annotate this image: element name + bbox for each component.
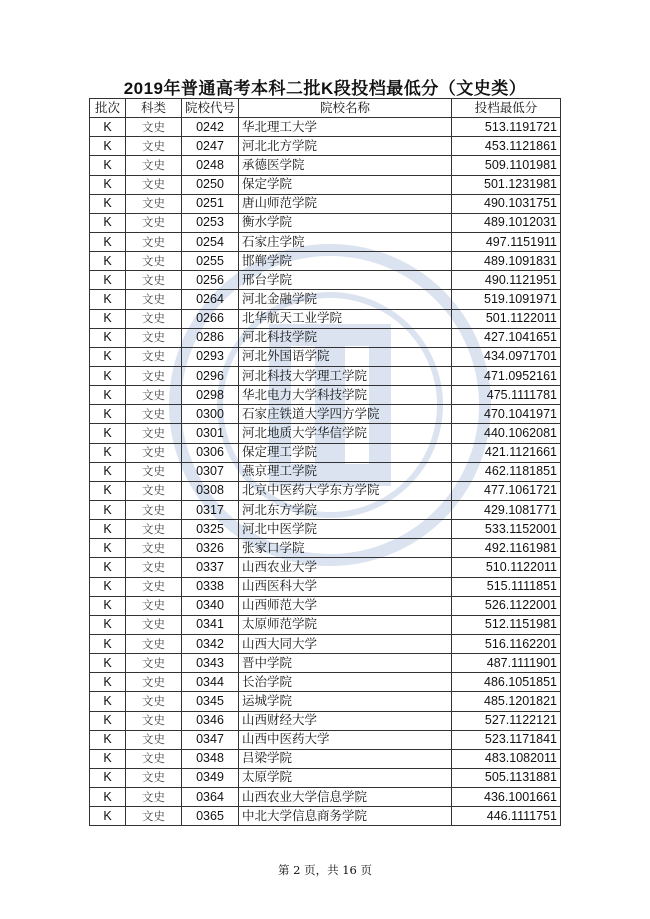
cell-batch: K — [90, 386, 126, 405]
cell-category: 文史 — [126, 156, 182, 175]
cell-school-name: 山西财经大学 — [239, 711, 452, 730]
cell-category: 文史 — [126, 386, 182, 405]
cell-school-code: 0301 — [182, 424, 239, 443]
cell-category: 文史 — [126, 730, 182, 749]
cell-min-score: 515.1111851 — [452, 577, 561, 596]
table-row — [90, 366, 561, 385]
cell-batch: K — [90, 692, 126, 711]
table-row — [90, 768, 561, 787]
cell-category: 文史 — [126, 577, 182, 596]
cell-school-code: 0308 — [182, 481, 239, 500]
cell-min-score: 487.1111901 — [452, 654, 561, 673]
cell-batch: K — [90, 481, 126, 500]
table-row — [90, 118, 561, 137]
cell-category: 文史 — [126, 481, 182, 500]
cell-category: 文史 — [126, 673, 182, 692]
cell-batch: K — [90, 520, 126, 539]
cell-batch: K — [90, 424, 126, 443]
cell-category: 文史 — [126, 558, 182, 577]
table-row — [90, 596, 561, 615]
cell-batch: K — [90, 500, 126, 519]
table-row — [90, 807, 561, 826]
cell-school-name: 张家口学院 — [239, 539, 452, 558]
cell-min-score: 523.1171841 — [452, 730, 561, 749]
cell-batch: K — [90, 156, 126, 175]
cell-school-code: 0242 — [182, 118, 239, 137]
cell-min-score: 490.1121951 — [452, 271, 561, 290]
header-school-code: 院校代号 — [182, 99, 239, 118]
cell-school-name: 燕京理工学院 — [239, 462, 452, 481]
cell-school-name: 承德医学院 — [239, 156, 452, 175]
table-row — [90, 615, 561, 634]
admission-score-table — [89, 98, 561, 826]
cell-min-score: 477.1061721 — [452, 481, 561, 500]
table-row — [90, 749, 561, 768]
cell-batch: K — [90, 596, 126, 615]
cell-school-code: 0325 — [182, 520, 239, 539]
cell-school-code: 0341 — [182, 615, 239, 634]
table-row — [90, 558, 561, 577]
cell-school-name: 邢台学院 — [239, 271, 452, 290]
cell-min-score: 516.1162201 — [452, 634, 561, 653]
cell-min-score: 512.1151981 — [452, 615, 561, 634]
cell-school-name: 河北中医学院 — [239, 520, 452, 539]
cell-school-name: 唐山师范学院 — [239, 194, 452, 213]
cell-min-score: 510.1122011 — [452, 558, 561, 577]
cell-category: 文史 — [126, 271, 182, 290]
table-row — [90, 271, 561, 290]
cell-category: 文史 — [126, 137, 182, 156]
cell-batch: K — [90, 309, 126, 328]
cell-category: 文史 — [126, 539, 182, 558]
cell-batch: K — [90, 194, 126, 213]
cell-school-name: 山西农业大学 — [239, 558, 452, 577]
table-row — [90, 137, 561, 156]
cell-school-name: 运城学院 — [239, 692, 452, 711]
header-min-score: 投档最低分 — [452, 99, 561, 118]
cell-category: 文史 — [126, 194, 182, 213]
table-row — [90, 405, 561, 424]
cell-school-name: 石家庄学院 — [239, 232, 452, 251]
cell-min-score: 470.1041971 — [452, 405, 561, 424]
cell-category: 文史 — [126, 232, 182, 251]
table-row — [90, 290, 561, 309]
cell-school-name: 山西医科大学 — [239, 577, 452, 596]
cell-min-score: 421.1121661 — [452, 443, 561, 462]
table-row — [90, 156, 561, 175]
cell-batch: K — [90, 405, 126, 424]
cell-school-code: 0248 — [182, 156, 239, 175]
table-row — [90, 692, 561, 711]
cell-min-score: 501.1231981 — [452, 175, 561, 194]
table-row — [90, 462, 561, 481]
cell-batch: K — [90, 328, 126, 347]
cell-batch: K — [90, 175, 126, 194]
cell-min-score: 429.1081771 — [452, 500, 561, 519]
table-row — [90, 634, 561, 653]
cell-school-name: 河北北方学院 — [239, 137, 452, 156]
table-row — [90, 386, 561, 405]
cell-school-name: 保定理工学院 — [239, 443, 452, 462]
cell-school-code: 0255 — [182, 252, 239, 271]
page-number: 第 2 页，共 16 页 — [277, 863, 373, 877]
cell-school-name: 中北大学信息商务学院 — [239, 807, 452, 826]
cell-batch: K — [90, 558, 126, 577]
table-row — [90, 328, 561, 347]
cell-school-name: 华北电力大学科技学院 — [239, 386, 452, 405]
table-row — [90, 175, 561, 194]
table-row — [90, 520, 561, 539]
cell-batch: K — [90, 347, 126, 366]
cell-batch: K — [90, 366, 126, 385]
cell-school-code: 0264 — [182, 290, 239, 309]
table-row — [90, 711, 561, 730]
cell-school-name: 华北理工大学 — [239, 118, 452, 137]
cell-batch: K — [90, 711, 126, 730]
cell-category: 文史 — [126, 118, 182, 137]
cell-category: 文史 — [126, 443, 182, 462]
cell-category: 文史 — [126, 654, 182, 673]
cell-school-name: 保定学院 — [239, 175, 452, 194]
cell-min-score: 533.1152001 — [452, 520, 561, 539]
cell-min-score: 519.1091971 — [452, 290, 561, 309]
cell-school-code: 0254 — [182, 232, 239, 251]
cell-min-score: 489.1012031 — [452, 213, 561, 232]
cell-min-score: 483.1082011 — [452, 749, 561, 768]
cell-category: 文史 — [126, 768, 182, 787]
cell-school-code: 0349 — [182, 768, 239, 787]
cell-batch: K — [90, 634, 126, 653]
cell-category: 文史 — [126, 366, 182, 385]
cell-school-name: 北京中医药大学东方学院 — [239, 481, 452, 500]
cell-school-code: 0300 — [182, 405, 239, 424]
cell-min-score: 492.1161981 — [452, 539, 561, 558]
cell-min-score: 527.1122121 — [452, 711, 561, 730]
cell-school-name: 吕梁学院 — [239, 749, 452, 768]
cell-category: 文史 — [126, 711, 182, 730]
table-row — [90, 194, 561, 213]
cell-school-code: 0365 — [182, 807, 239, 826]
cell-category: 文史 — [126, 405, 182, 424]
cell-school-name: 邯郸学院 — [239, 252, 452, 271]
cell-batch: K — [90, 443, 126, 462]
cell-school-name: 山西农业大学信息学院 — [239, 788, 452, 807]
cell-school-name: 衡水学院 — [239, 213, 452, 232]
page-title: 2019年普通高考本科二批K段投档最低分（文史类） — [123, 79, 527, 98]
cell-batch: K — [90, 749, 126, 768]
cell-batch: K — [90, 788, 126, 807]
cell-min-score: 490.1031751 — [452, 194, 561, 213]
table-row — [90, 730, 561, 749]
cell-category: 文史 — [126, 615, 182, 634]
cell-school-code: 0247 — [182, 137, 239, 156]
cell-min-score: 436.1001661 — [452, 788, 561, 807]
cell-school-name: 太原学院 — [239, 768, 452, 787]
cell-school-name: 山西中医药大学 — [239, 730, 452, 749]
cell-school-code: 0342 — [182, 634, 239, 653]
cell-batch: K — [90, 673, 126, 692]
cell-category: 文史 — [126, 462, 182, 481]
cell-school-name: 河北东方学院 — [239, 500, 452, 519]
cell-school-name: 北华航天工业学院 — [239, 309, 452, 328]
cell-school-code: 0296 — [182, 366, 239, 385]
cell-min-score: 440.1062081 — [452, 424, 561, 443]
cell-category: 文史 — [126, 328, 182, 347]
cell-batch: K — [90, 615, 126, 634]
cell-category: 文史 — [126, 634, 182, 653]
cell-batch: K — [90, 462, 126, 481]
cell-min-score: 485.1201821 — [452, 692, 561, 711]
table-row — [90, 424, 561, 443]
cell-school-name: 山西大同大学 — [239, 634, 452, 653]
cell-school-name: 长治学院 — [239, 673, 452, 692]
table-row — [90, 232, 561, 251]
cell-school-code: 0293 — [182, 347, 239, 366]
cell-school-code: 0253 — [182, 213, 239, 232]
cell-category: 文史 — [126, 175, 182, 194]
cell-school-code: 0347 — [182, 730, 239, 749]
cell-min-score: 453.1121861 — [452, 137, 561, 156]
cell-category: 文史 — [126, 500, 182, 519]
cell-min-score: 505.1131881 — [452, 768, 561, 787]
cell-category: 文史 — [126, 290, 182, 309]
cell-category: 文史 — [126, 692, 182, 711]
cell-category: 文史 — [126, 596, 182, 615]
table-header-row — [90, 99, 561, 118]
cell-school-name: 河北金融学院 — [239, 290, 452, 309]
cell-school-code: 0307 — [182, 462, 239, 481]
table-row — [90, 539, 561, 558]
cell-batch: K — [90, 232, 126, 251]
cell-min-score: 489.1091831 — [452, 252, 561, 271]
cell-school-code: 0340 — [182, 596, 239, 615]
cell-school-code: 0348 — [182, 749, 239, 768]
cell-school-code: 0251 — [182, 194, 239, 213]
cell-category: 文史 — [126, 213, 182, 232]
cell-min-score: 486.1051851 — [452, 673, 561, 692]
cell-batch: K — [90, 730, 126, 749]
table-row — [90, 500, 561, 519]
cell-batch: K — [90, 654, 126, 673]
cell-min-score: 446.1111751 — [452, 807, 561, 826]
cell-category: 文史 — [126, 788, 182, 807]
cell-school-code: 0306 — [182, 443, 239, 462]
cell-school-code: 0250 — [182, 175, 239, 194]
header-school-name: 院校名称 — [239, 99, 452, 118]
cell-min-score: 462.1181851 — [452, 462, 561, 481]
cell-school-code: 0256 — [182, 271, 239, 290]
cell-min-score: 526.1122001 — [452, 596, 561, 615]
cell-school-code: 0298 — [182, 386, 239, 405]
cell-batch: K — [90, 137, 126, 156]
cell-school-code: 0286 — [182, 328, 239, 347]
cell-school-name: 河北地质大学华信学院 — [239, 424, 452, 443]
cell-school-code: 0317 — [182, 500, 239, 519]
cell-school-code: 0343 — [182, 654, 239, 673]
table-row — [90, 252, 561, 271]
cell-min-score: 497.1151911 — [452, 232, 561, 251]
cell-batch: K — [90, 539, 126, 558]
table-row — [90, 309, 561, 328]
cell-school-name: 石家庄铁道大学四方学院 — [239, 405, 452, 424]
cell-school-code: 0266 — [182, 309, 239, 328]
table-row — [90, 443, 561, 462]
cell-school-name: 河北科技学院 — [239, 328, 452, 347]
cell-school-name: 晋中学院 — [239, 654, 452, 673]
cell-batch: K — [90, 271, 126, 290]
cell-batch: K — [90, 118, 126, 137]
cell-category: 文史 — [126, 347, 182, 366]
cell-min-score: 513.1191721 — [452, 118, 561, 137]
cell-category: 文史 — [126, 807, 182, 826]
table-row — [90, 673, 561, 692]
cell-min-score: 427.1041651 — [452, 328, 561, 347]
cell-min-score: 475.1111781 — [452, 386, 561, 405]
table-row — [90, 577, 561, 596]
cell-school-code: 0337 — [182, 558, 239, 577]
header-category: 科类 — [126, 99, 182, 118]
cell-batch: K — [90, 213, 126, 232]
cell-school-name: 河北科技大学理工学院 — [239, 366, 452, 385]
cell-category: 文史 — [126, 749, 182, 768]
table-row — [90, 654, 561, 673]
cell-school-code: 0338 — [182, 577, 239, 596]
cell-school-code: 0364 — [182, 788, 239, 807]
cell-school-name: 山西师范大学 — [239, 596, 452, 615]
cell-min-score: 509.1101981 — [452, 156, 561, 175]
cell-batch: K — [90, 290, 126, 309]
cell-category: 文史 — [126, 424, 182, 443]
cell-school-code: 0344 — [182, 673, 239, 692]
cell-min-score: 434.0971701 — [452, 347, 561, 366]
cell-batch: K — [90, 252, 126, 271]
cell-school-code: 0345 — [182, 692, 239, 711]
table-row — [90, 347, 561, 366]
cell-batch: K — [90, 807, 126, 826]
cell-batch: K — [90, 577, 126, 596]
cell-category: 文史 — [126, 520, 182, 539]
cell-school-name: 河北外国语学院 — [239, 347, 452, 366]
header-batch: 批次 — [90, 99, 126, 118]
cell-batch: K — [90, 768, 126, 787]
table-row — [90, 788, 561, 807]
cell-category: 文史 — [126, 309, 182, 328]
table-row — [90, 213, 561, 232]
table-row — [90, 481, 561, 500]
cell-school-name: 太原师范学院 — [239, 615, 452, 634]
cell-school-code: 0346 — [182, 711, 239, 730]
cell-school-code: 0326 — [182, 539, 239, 558]
cell-category: 文史 — [126, 252, 182, 271]
cell-min-score: 471.0952161 — [452, 366, 561, 385]
cell-min-score: 501.1122011 — [452, 309, 561, 328]
